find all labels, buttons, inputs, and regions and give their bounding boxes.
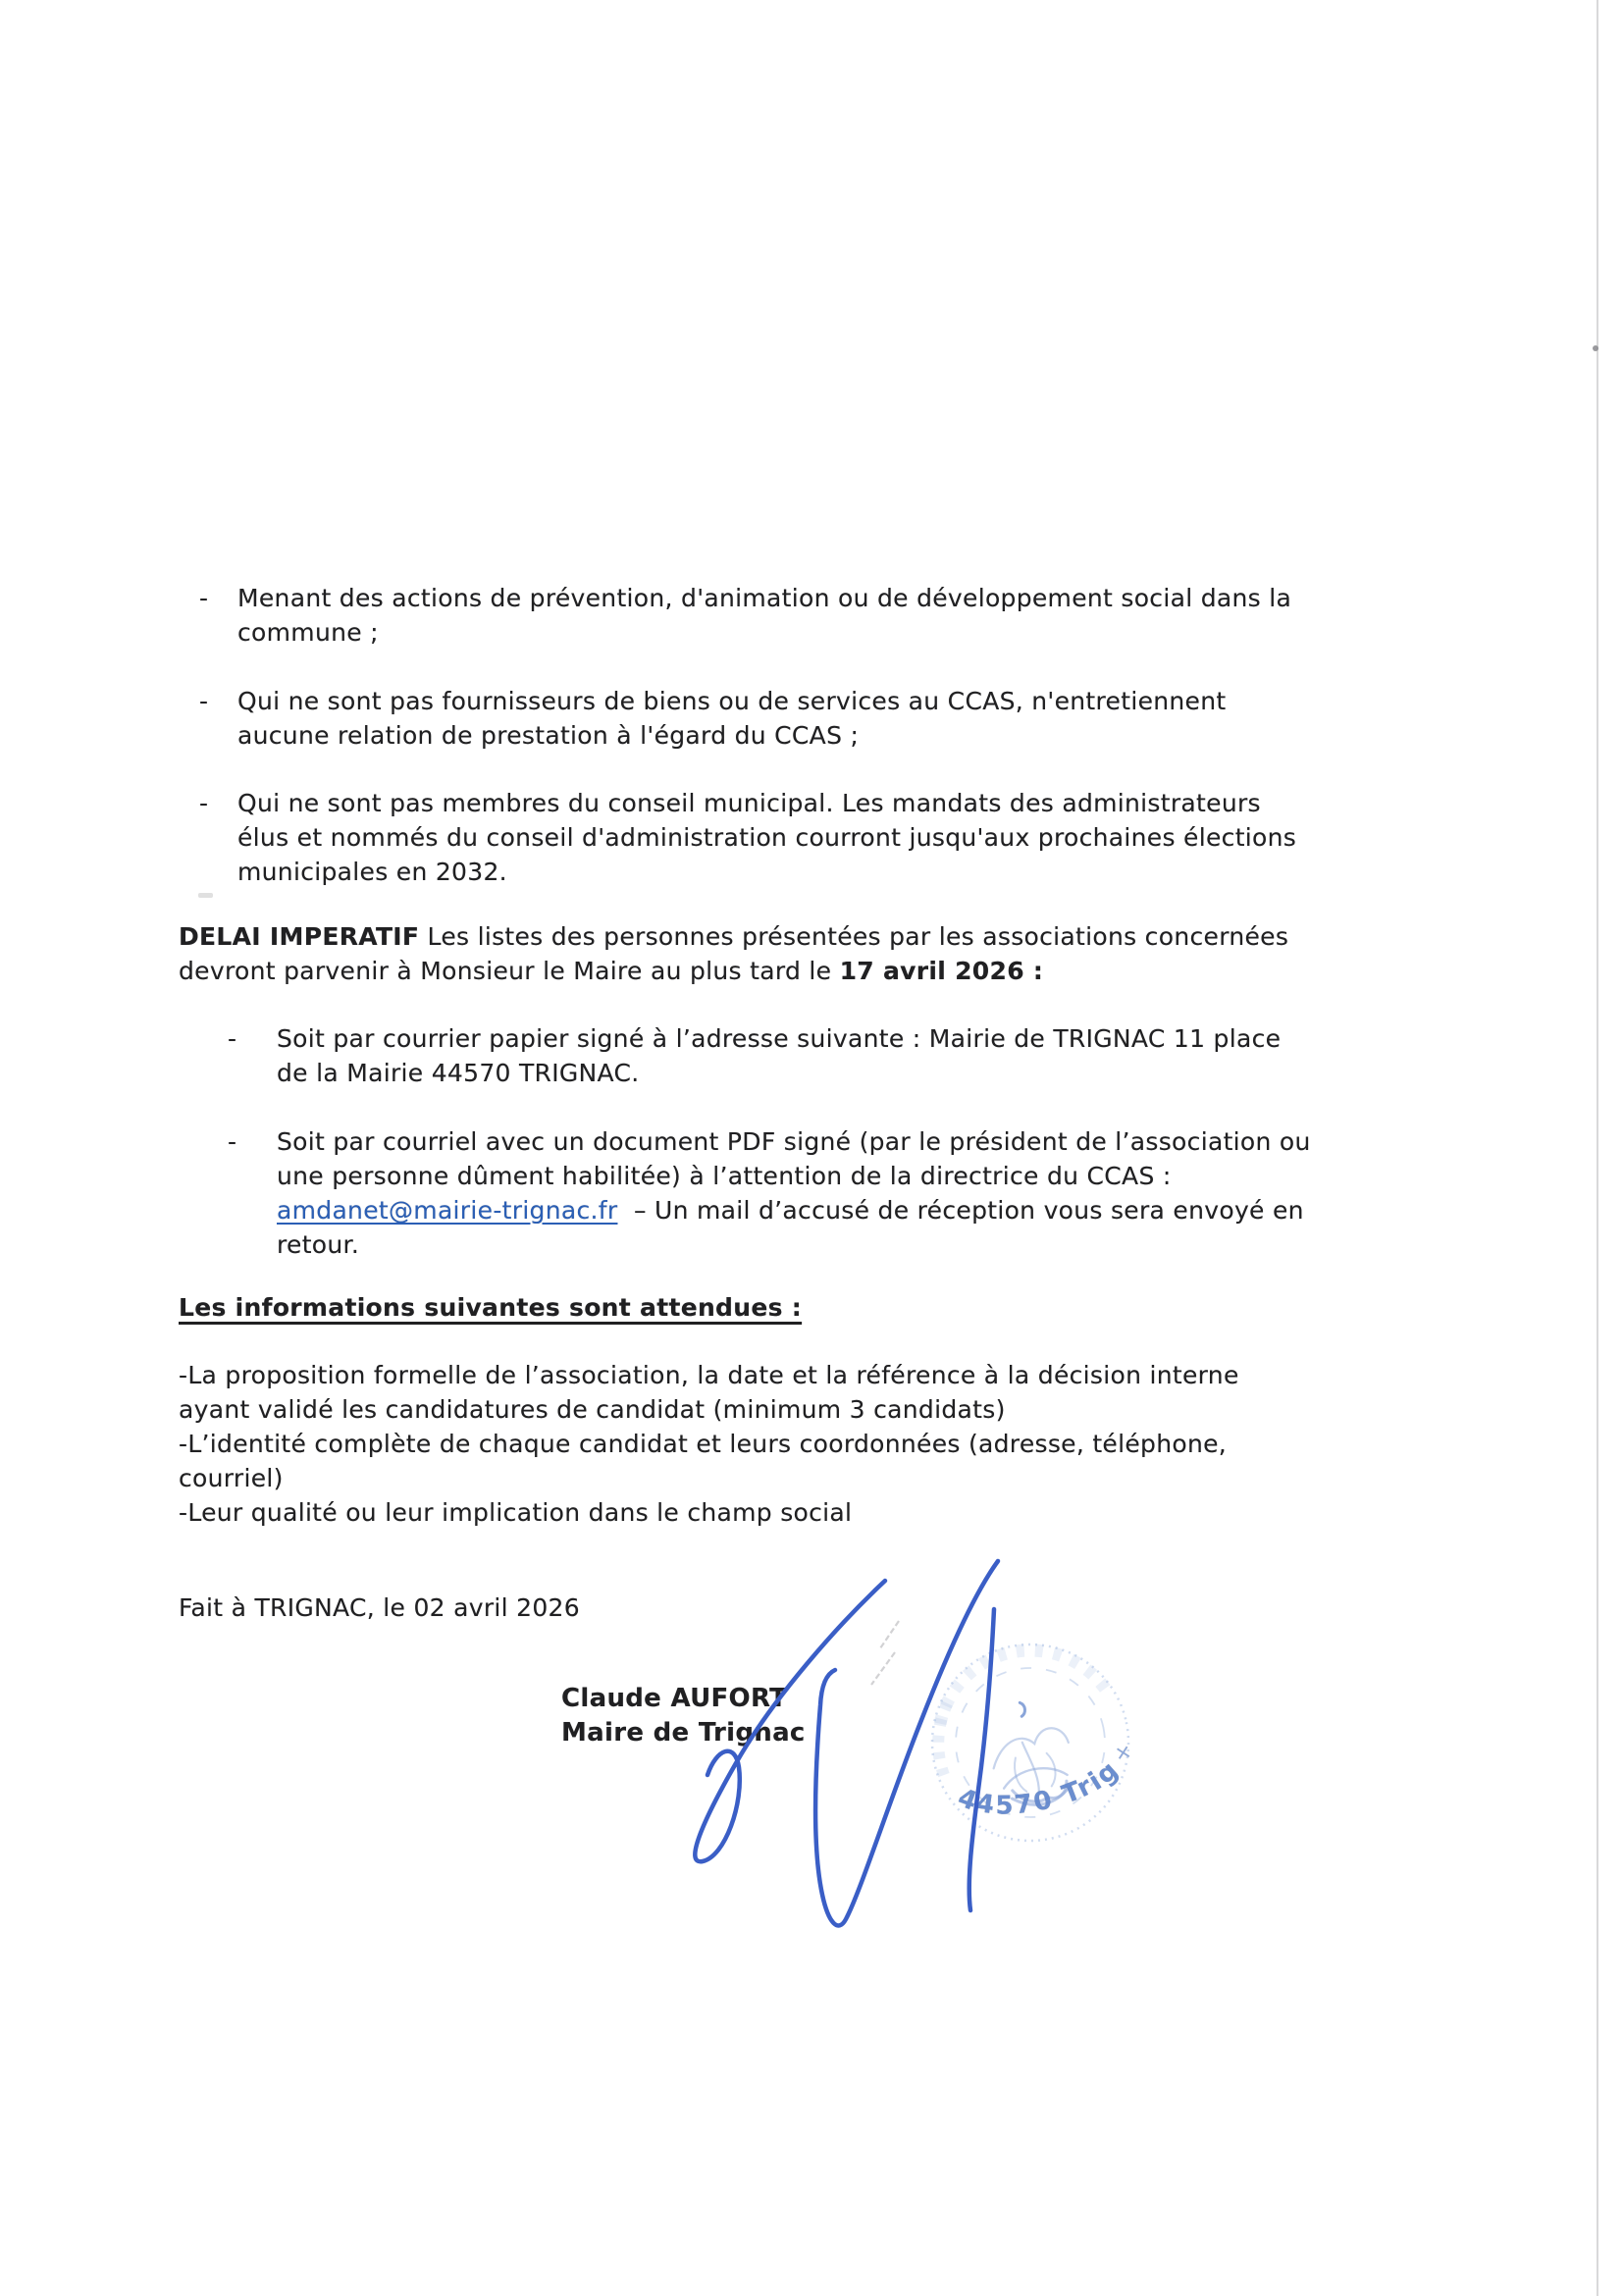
pencil-marks	[871, 1621, 899, 1685]
bullet-item-membres	[199, 786, 1297, 889]
text-line	[179, 1427, 1239, 1461]
text-line	[237, 718, 1226, 753]
text-line	[179, 1495, 1239, 1530]
signature-stroke-tail	[969, 1609, 994, 1910]
text-run: Qui ne sont pas membres du conseil municipal. Les mandats des administrateurs	[237, 789, 1261, 817]
text-line	[277, 1159, 1311, 1193]
stamp-outer-ring	[914, 1626, 1146, 1858]
signatory-name-title	[561, 1682, 806, 1750]
text-run: Fait à TRIGNAC, le 02 avril 2026	[179, 1593, 580, 1622]
text-line	[277, 1056, 1281, 1090]
text-line	[179, 1290, 802, 1325]
text-run: Maire de Trignac	[561, 1718, 806, 1748]
text-run: municipales en 2032.	[237, 858, 507, 886]
text-line	[179, 954, 1288, 988]
bullet-dash: -	[199, 584, 209, 612]
text-run: -Leur qualité ou leur implication dans le champ social	[179, 1498, 853, 1527]
text-run: de la Mairie 44570 TRIGNAC.	[277, 1059, 640, 1087]
bullet-item-courriel	[228, 1124, 1311, 1262]
paragraph-informations	[179, 1358, 1239, 1530]
text-line	[277, 1193, 1311, 1227]
text-line	[237, 820, 1296, 855]
text-line	[561, 1716, 806, 1750]
text-line	[228, 1021, 1282, 1056]
text-run: élus et nommés du conseil d'administration courront jusqu'aux prochaines élections	[237, 823, 1297, 852]
stamp-side-mark: ×	[1112, 1739, 1134, 1766]
text-line	[179, 1591, 580, 1625]
scan-smudge	[198, 893, 213, 898]
text-run: Claude AUFORT	[561, 1684, 788, 1713]
text-line	[237, 615, 1291, 650]
bullet-dash: -	[199, 789, 209, 817]
text-line	[561, 1682, 806, 1716]
text-run: ayant validé les candidatures de candidat (minimum 3 candidats)	[179, 1395, 1006, 1424]
email-link[interactable]: amdanet@mairie-trignac.fr	[277, 1196, 618, 1225]
stamp-illegible-top-text	[928, 1635, 1105, 1724]
text-run: devront parvenir à Monsieur le Maire au plus tard le	[179, 957, 840, 985]
text-line	[179, 1358, 1239, 1392]
scan-edge-dot	[1593, 345, 1598, 351]
text-line	[179, 1461, 1239, 1495]
text-run: commune ;	[237, 618, 379, 647]
text-run: retour.	[277, 1230, 360, 1259]
text-run: DELAI IMPERATIF	[179, 922, 420, 951]
text-line	[199, 581, 1292, 615]
text-run: -La proposition formelle de l’association, la date et la référence à la décision interne	[179, 1361, 1239, 1389]
dateline	[179, 1591, 580, 1625]
stamp-center-squiggle	[1019, 1702, 1026, 1717]
text-line	[277, 1227, 1311, 1262]
stamp-emblem-scribbles	[981, 1695, 1079, 1812]
paragraph-delai-imperatif	[179, 919, 1288, 988]
text-run: Menant des actions de prévention, d'animation ou de développement social dans la	[237, 584, 1292, 612]
bullet-item-courrier	[228, 1021, 1282, 1090]
bullet-dash: -	[228, 1127, 237, 1156]
text-run: courriel)	[179, 1464, 284, 1492]
text-line	[179, 1392, 1239, 1427]
bullet-dash: -	[228, 1024, 237, 1053]
text-run: -L’identité complète de chaque candidat et leurs coordonnées (adresse, téléphone,	[179, 1430, 1228, 1458]
bullet-item-fournisseurs	[199, 684, 1227, 753]
text-run: aucune relation de prestation à l'égard du CCAS ;	[237, 721, 860, 750]
bullet-item-prevention	[199, 581, 1292, 650]
signature-stroke-vee	[815, 1561, 998, 1926]
text-run: Qui ne sont pas fournisseurs de biens ou de services au CCAS, n'entretiennent	[237, 687, 1227, 715]
text-run: Soit par courrier papier signé à l’adresse suivante : Mairie de TRIGNAC 11 place	[277, 1024, 1282, 1053]
heading-informations	[179, 1290, 802, 1325]
text-line	[179, 919, 1288, 954]
text-run: Les listes des personnes présentées par les associations concernées	[419, 922, 1289, 951]
text-run: Soit par courriel avec un document PDF signé (par le président de l’association ou	[277, 1127, 1311, 1156]
text-run: 17 avril 2026 :	[839, 957, 1044, 985]
stamp-town-text: 44570 Trignac	[954, 1718, 1126, 1821]
text-line	[237, 855, 1296, 889]
round-stamp	[914, 1626, 1146, 1858]
scan-edge-line	[1597, 0, 1598, 2296]
text-run: une personne dûment habilitée) à l’attention de la directrice du CCAS :	[277, 1162, 1172, 1190]
text-run: Les informations suivantes sont attendues :	[179, 1293, 803, 1322]
text-run: – Un mail d’accusé de réception vous sera envoyé en	[617, 1196, 1304, 1225]
text-line	[228, 1124, 1311, 1159]
bullet-dash: -	[199, 687, 209, 715]
stamp-illegible-left-text	[927, 1697, 966, 1775]
text-line	[199, 786, 1296, 820]
stamp-inner-ring	[942, 1654, 1119, 1831]
text-line	[199, 684, 1227, 718]
